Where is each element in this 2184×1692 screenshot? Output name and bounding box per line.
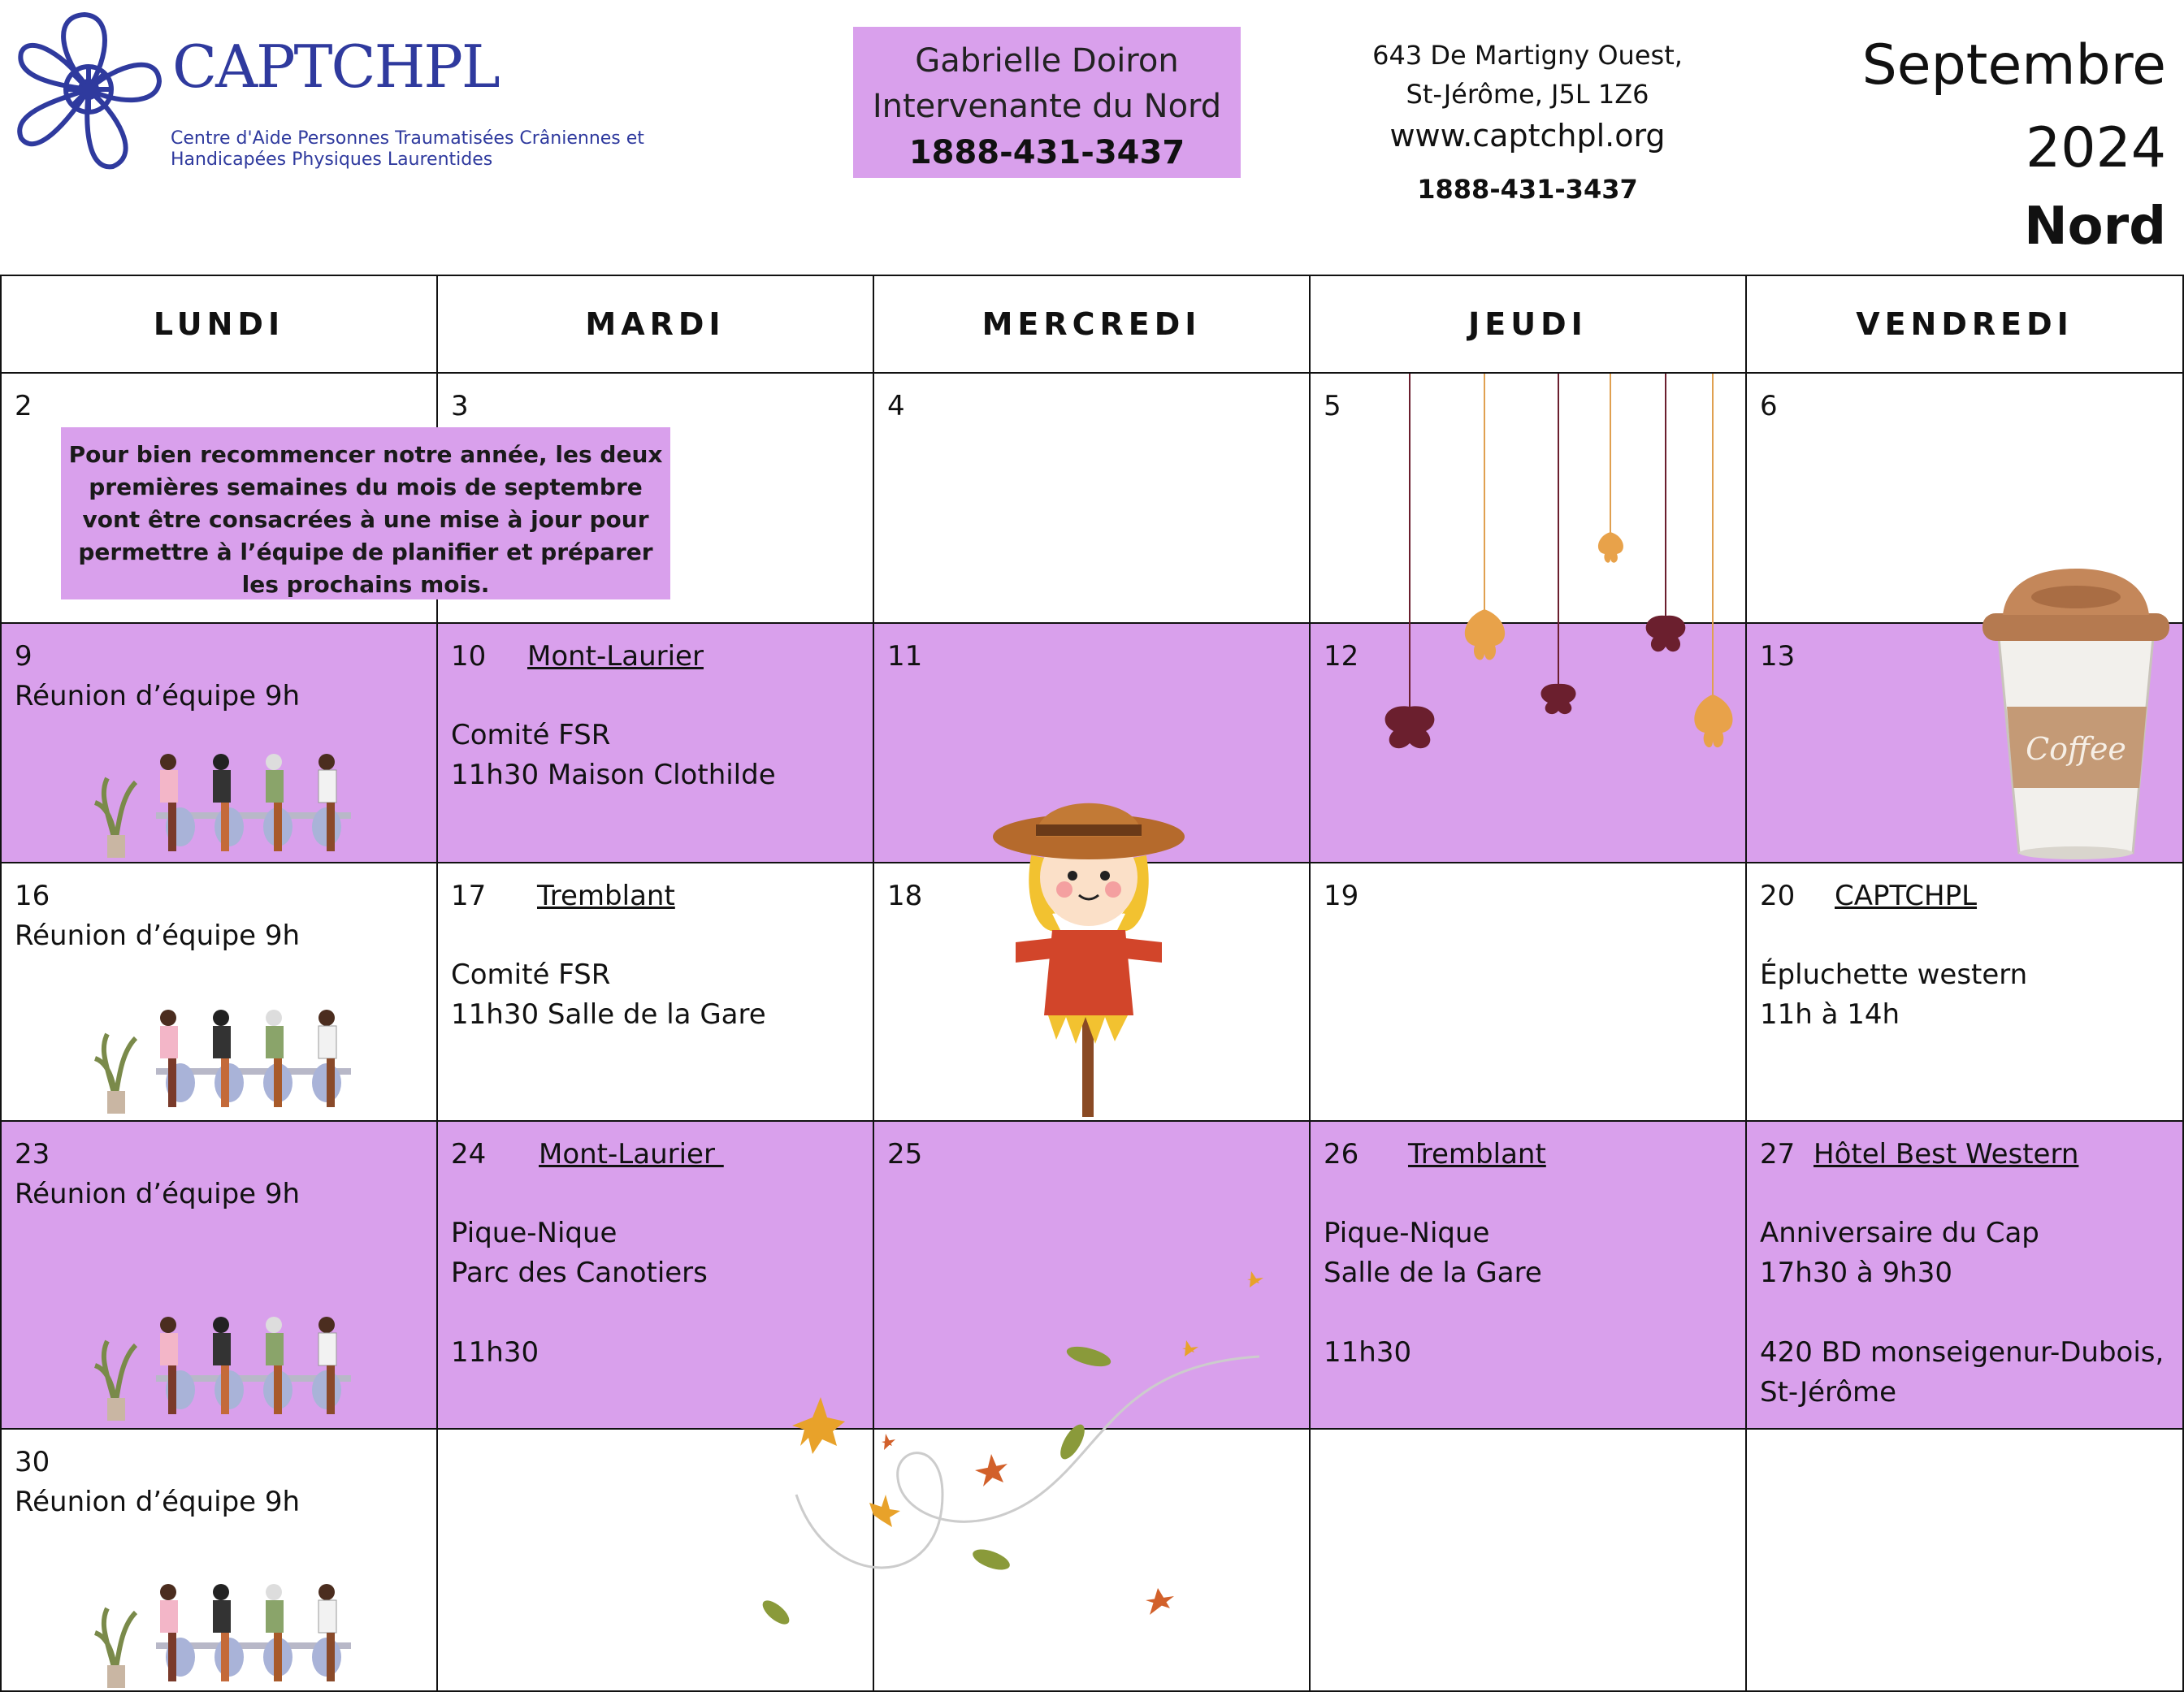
day-number: 24 xyxy=(451,1138,487,1171)
address-block xyxy=(1300,36,1755,205)
event-location-link[interactable]: Hôtel Best Western xyxy=(1814,1138,2079,1171)
day-number: 13 xyxy=(1760,640,1796,673)
day-cell-30[interactable] xyxy=(0,1428,438,1692)
day-number: 9 xyxy=(15,640,32,673)
year: 2024 xyxy=(2025,116,2166,180)
event-location-link[interactable]: CAPTCHPL xyxy=(1835,880,1978,912)
day-cell-27[interactable] xyxy=(1745,1120,2184,1430)
day-header-mercredi: MERCREDI xyxy=(873,275,1311,374)
day-cell-20[interactable] xyxy=(1745,862,2184,1122)
event-address: 420 BD monseigenur-Dubois, xyxy=(1760,1336,2164,1369)
day-number: 17 xyxy=(451,880,487,912)
day-header-lundi: LUNDI xyxy=(0,275,438,374)
day-cell-17[interactable] xyxy=(436,862,874,1122)
month-name: Septembre xyxy=(1861,33,2166,97)
team-meeting-illustration-icon xyxy=(91,1576,375,1690)
contact-name: Gabrielle Doiron xyxy=(915,42,1179,80)
day-number: 27 xyxy=(1760,1138,1796,1171)
falling-leaves-decoration-icon xyxy=(731,1251,1316,1641)
day-number: 6 xyxy=(1760,390,1778,422)
event-text: Réunion d’équipe 9h xyxy=(15,680,301,712)
day-cell-10[interactable] xyxy=(436,622,874,863)
team-meeting-illustration-icon xyxy=(91,1309,375,1422)
day-cell-23[interactable] xyxy=(0,1120,438,1430)
day-number: 26 xyxy=(1324,1138,1359,1171)
day-number: 12 xyxy=(1324,640,1359,673)
event-text: Réunion d’équipe 9h xyxy=(15,1178,301,1210)
scarecrow-illustration-icon xyxy=(991,780,1186,1121)
day-header-mardi: MARDI xyxy=(436,275,874,374)
contact-box xyxy=(853,27,1241,178)
event-title: Épluchette western xyxy=(1760,959,2028,991)
team-meeting-illustration-icon xyxy=(91,746,375,859)
notice-banner: Pour bien recommencer notre année, les deux premières semaines du mois de septembre vont être consacrées à une mise à jour pour permettre à l’équipe de planifier et préparer les prochains mois. xyxy=(61,427,670,599)
day-number: 4 xyxy=(887,390,905,422)
region: Nord xyxy=(2024,197,2166,257)
contact-role: Intervenante du Nord xyxy=(872,88,1222,125)
event-detail: 11h à 14h xyxy=(1760,998,1900,1031)
event-text: Réunion d’équipe 9h xyxy=(15,920,301,952)
org-subtitle: Centre d'Aide Personnes Traumatisées Crâniennes et Handicapées Physiques Laurentides xyxy=(171,128,644,170)
address-line1: 643 De Martigny Ouest, xyxy=(1372,40,1683,71)
day-header-vendredi: VENDREDI xyxy=(1745,275,2184,374)
day-number: 25 xyxy=(887,1138,923,1171)
day-number: 18 xyxy=(887,880,923,912)
team-meeting-illustration-icon xyxy=(91,1002,375,1115)
day-cell-26[interactable] xyxy=(1309,1120,1747,1430)
day-number: 30 xyxy=(15,1446,50,1478)
event-detail: Parc des Canotiers xyxy=(451,1257,708,1289)
hanging-leaves-decoration-icon xyxy=(1373,374,1747,764)
day-number: 23 xyxy=(15,1138,50,1171)
contact-phone[interactable]: 1888-431-3437 xyxy=(908,134,1185,171)
empty-cell xyxy=(1309,1428,1747,1692)
event-detail: 11h30 Maison Clothilde xyxy=(451,759,776,791)
event-text: Réunion d’équipe 9h xyxy=(15,1486,301,1518)
day-cell-16[interactable] xyxy=(0,862,438,1122)
day-number: 16 xyxy=(15,880,50,912)
day-number: 5 xyxy=(1324,390,1341,422)
event-location-link[interactable]: Mont-Laurier xyxy=(527,640,704,673)
website-link[interactable]: www.captchpl.org xyxy=(1389,118,1666,154)
event-title: Pique-Nique xyxy=(451,1217,618,1249)
event-time: 17h30 à 9h30 xyxy=(1760,1257,1952,1289)
day-number: 3 xyxy=(451,390,469,422)
coffee-label: Coffee xyxy=(2026,731,2126,767)
month-title xyxy=(1862,24,2166,263)
event-title: Comité FSR xyxy=(451,719,611,751)
event-time: 11h30 xyxy=(1324,1336,1412,1369)
captchpl-flower-logo-icon xyxy=(11,8,166,179)
empty-cell xyxy=(1745,1428,2184,1692)
day-cell-9[interactable] xyxy=(0,622,438,863)
event-detail: Salle de la Gare xyxy=(1324,1257,1542,1289)
day-number: 19 xyxy=(1324,880,1359,912)
event-title: Comité FSR xyxy=(451,959,611,991)
day-number: 10 xyxy=(451,640,487,673)
day-number: 2 xyxy=(15,390,32,422)
event-location-link[interactable]: Mont-Laurier xyxy=(539,1138,724,1171)
org-name: CAPTCHPL xyxy=(172,32,499,101)
phone-number[interactable]: 1888-431-3437 xyxy=(1417,174,1638,205)
event-city: St-Jérôme xyxy=(1760,1376,1897,1409)
day-header-jeudi: JEUDI xyxy=(1309,275,1747,374)
day-number: 20 xyxy=(1760,880,1796,912)
event-title: Pique-Nique xyxy=(1324,1217,1490,1249)
event-location-link[interactable]: Tremblant xyxy=(1408,1138,1546,1171)
coffee-cup-icon xyxy=(1974,565,2178,865)
event-time: 11h30 xyxy=(451,1336,540,1369)
address-line2: St-Jérôme, J5L 1Z6 xyxy=(1406,79,1649,110)
event-location-link[interactable]: Tremblant xyxy=(537,880,675,912)
event-detail: 11h30 Salle de la Gare xyxy=(451,998,766,1031)
day-cell-19[interactable] xyxy=(1309,862,1747,1122)
event-title: Anniversaire du Cap xyxy=(1760,1217,2039,1249)
day-number: 11 xyxy=(887,640,923,673)
day-cell-4[interactable] xyxy=(873,372,1311,624)
